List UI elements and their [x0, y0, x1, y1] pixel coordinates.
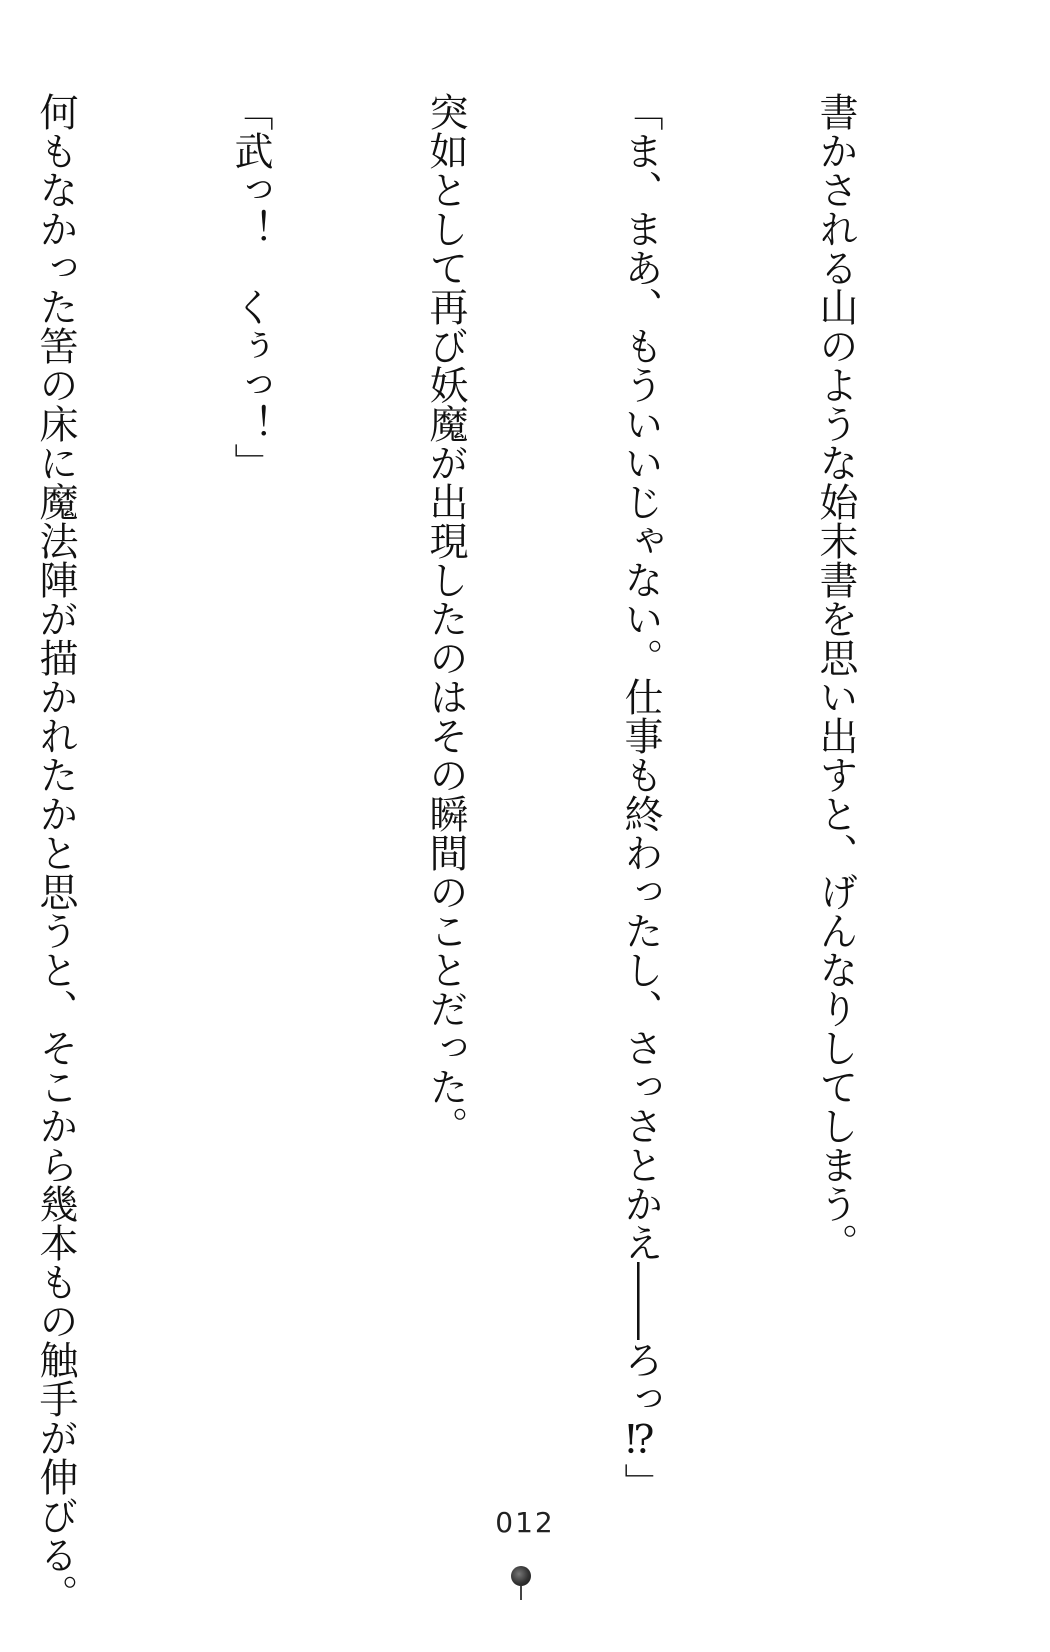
text-line: 突如として再び妖魔が出現したのはその瞬間のことだった。 — [423, 92, 468, 1145]
page-ornament-stem — [520, 1586, 522, 1600]
text-line: 「ま、まあ、もういいじゃない。仕事も終わったし、さっさとかえ――ろっ⁉」 — [618, 92, 663, 1502]
page-number: 012 — [495, 1506, 555, 1539]
text-line: 何もなかった筈の床に魔法陣が描かれたかと思うと、そこから幾本もの触手が伸びる。 — [33, 92, 78, 1613]
page-ornament-icon — [511, 1566, 531, 1586]
text-line: 書かされる山のような始末書を思い出すと、げんなりしてしまう。 — [813, 92, 858, 1262]
text-line: 「武っ！ くぅっ！」 — [228, 92, 273, 482]
